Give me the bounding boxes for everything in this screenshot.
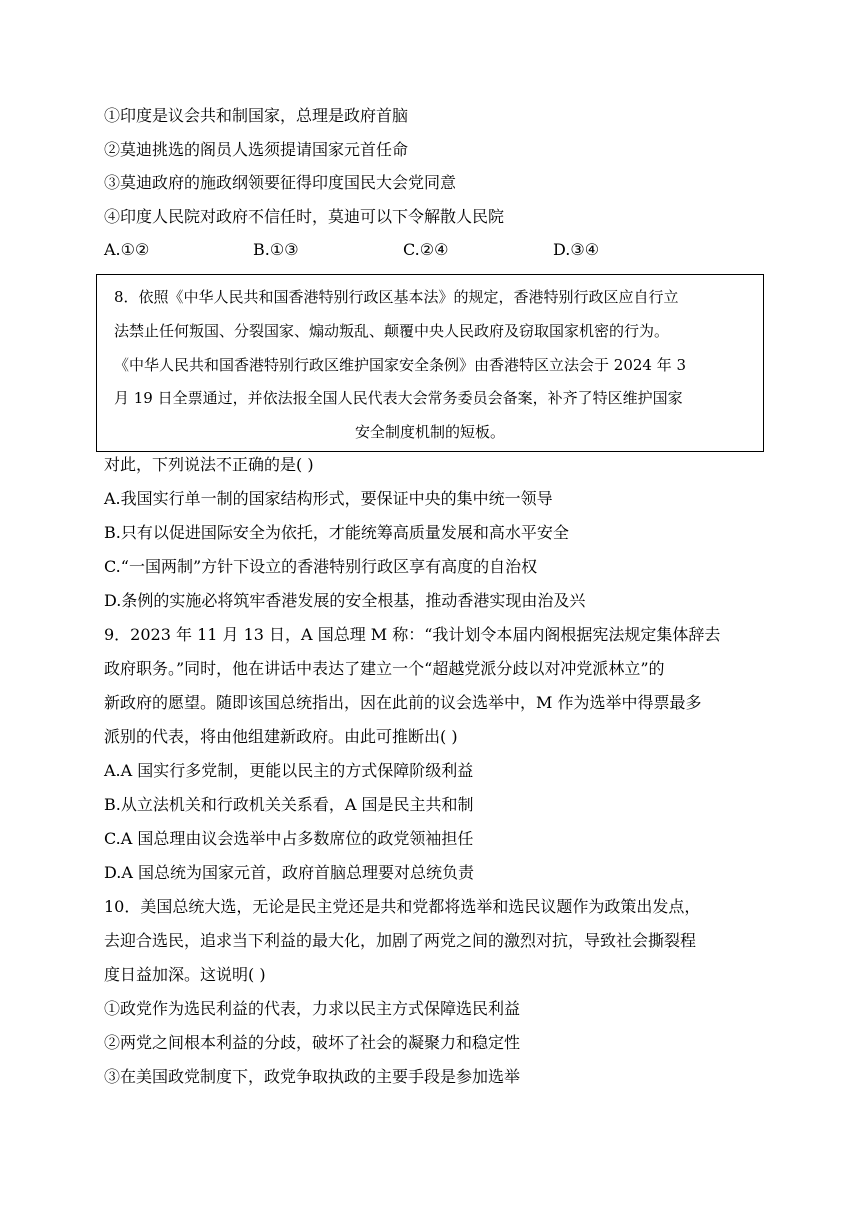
q10-statement-2: ②两党之间根本利益的分歧，破坏了社会的凝聚力和稳定性 [104,1033,521,1052]
q10-stem-line-2: 去迎合选民，追求当下利益的最大化，加剧了两党之间的激烈对抗，导致社会撕裂程 [104,931,697,950]
q8-option-d: D.条例的实施必将筑牢香港发展的安全根基，推动香港实现由治及兴 [104,591,586,610]
q9-option-a: A.A 国实行多党制，更能以民主的方式保障阶级利益 [104,761,474,780]
q7-option-a: A.①② [104,240,150,259]
q7-option-d: D.③④ [553,240,600,259]
q7-option-b: B.①③ [253,240,299,259]
q8-material-box [96,274,764,452]
q9-stem-line-3: 新政府的愿望。随即该国总统指出，因在此前的议会选举中，M 作为选举中得票最多 [104,693,702,712]
q9-option-d: D.A 国总统为国家元首，政府首脑总理要对总统负责 [104,863,474,882]
q10-statement-1: ①政党作为选民利益的代表，力求以民主方式保障选民利益 [104,999,521,1018]
q10-statement-3: ③在美国政党制度下，政党争取执政的主要手段是参加选举 [104,1067,521,1086]
q10-stem-line-1: 10．美国总统大选，无论是民主党还是共和党都将选举和选民议题作为政策出发点， [104,897,701,916]
q8-option-b: B.只有以促进国际安全为依托，才能统筹高质量发展和高水平安全 [104,523,569,542]
q8-material-line-2: 法禁止任何叛国、分裂国家、煽动叛乱、颠覆中央人民政府及窃取国家机密的行为。 [114,322,670,340]
q8-option-a: A.我国实行单一制的国家结构形式，要保证中央的集中统一领导 [104,489,553,508]
q8-material-line-5: 安全制度机制的短板。 [354,423,505,441]
q9-option-c: C.A 国总理由议会选举中占多数席位的政党领袖担任 [104,829,474,848]
q7-statement-4: ④印度人民院对政府不信任时，莫迪可以下令解散人民院 [104,207,505,226]
q7-statement-2: ②莫迪挑选的阁员人选须提请国家元首任命 [104,140,409,159]
q7-options [104,239,804,261]
q7-statement-3: ③莫迪政府的施政纲领要征得印度国民大会党同意 [104,173,457,192]
q8-material-line-3: 《中华人民共和国香港特别行政区维护国家安全条例》由香港特区立法会于 2024 年 3 [114,356,687,374]
q9-stem-line-4: 派别的代表，将由他组建新政府。由此可推断出( ) [104,727,458,746]
q9-stem-line-1: 9．2023 年 11 月 13 日，A 国总理 M 称：“我计划令本届内阁根据宪法规定集体辞去 [104,625,721,644]
q8-material-line-4: 月 19 日全票通过，并依法报全国人民代表大会常务委员会备案，补齐了特区维护国家 [114,389,683,407]
q9-option-b: B.从立法机关和行政机关关系看，A 国是民主共和制 [104,795,474,814]
q9-stem-line-2: 政府职务。”同时，他在讲话中表达了建立一个“超越党派分歧以对冲党派林立”的 [104,659,665,678]
q8-stem: 对此，下列说法不正确的是( ) [104,455,314,474]
q7-option-c: C.②④ [403,240,449,259]
q8-material-line-1: 8．依照《中华人民共和国香港特别行政区基本法》的规定，香港特别行政区应自行立 [114,288,679,306]
q8-option-c: C.“一国两制”方针下设立的香港特别行政区享有高度的自治权 [104,557,538,576]
q10-stem-line-3: 度日益加深。这说明( ) [104,965,266,984]
q7-statement-1: ①印度是议会共和制国家，总理是政府首脑 [104,106,409,125]
